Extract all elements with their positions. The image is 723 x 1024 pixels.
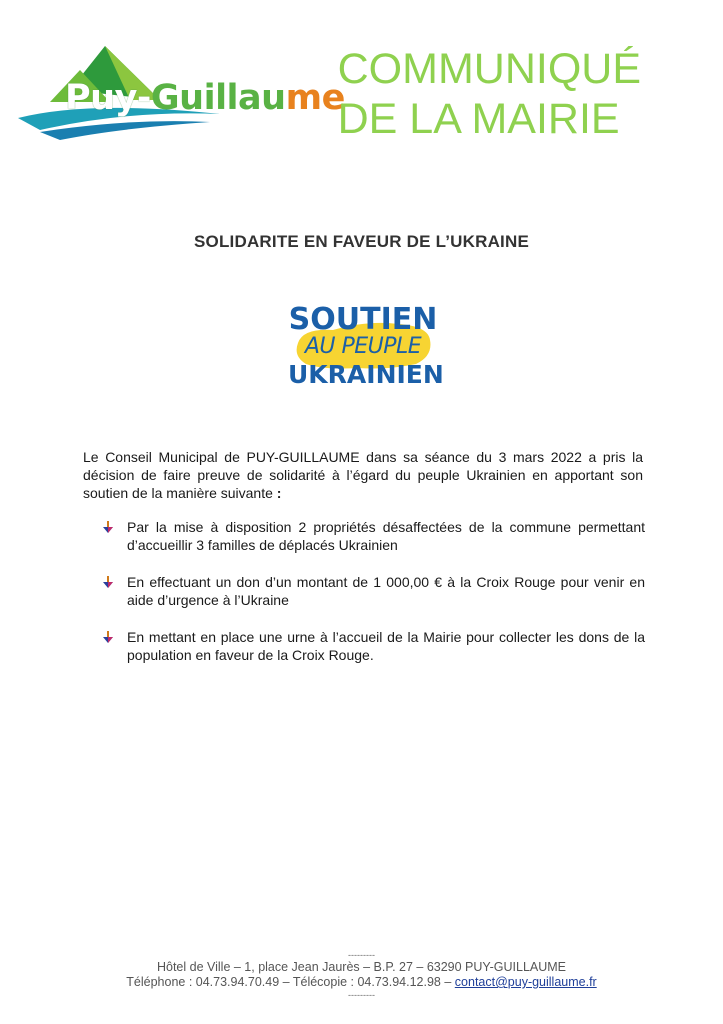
footer-email-link[interactable]: contact@puy-guillaume.fr bbox=[454, 975, 597, 989]
intro-paragraph bbox=[83, 448, 643, 502]
intro-text: Le Conseil Municipal de PUY-GUILLAUME dans sa séance du 3 mars 2022 a pris la décision de faire preuve de solidarité à l’égard du peuple Ukrainien en apportant son soutien de la manière suivante bbox=[83, 449, 643, 501]
footer-address: Hôtel de Ville – 1, place Jean Jaurès – B.P. 27 – 63290 PUY-GUILLAUME bbox=[156, 960, 567, 974]
logo-me: me bbox=[285, 78, 345, 118]
document-title: SOLIDARITE EN FAVEUR DE L’UKRAINE bbox=[194, 232, 529, 251]
arrow-bullet-icon bbox=[102, 631, 114, 643]
puy-guillaume-logo bbox=[10, 40, 345, 150]
logo-puy: Puy- bbox=[65, 78, 151, 118]
list-item-text: En effectuant un don d’un montant de 1 000,00 € à la Croix Rouge pour venir en aide d’urgence à l’Ukraine bbox=[127, 574, 645, 608]
footer-separator-bottom: --------- bbox=[348, 990, 375, 1000]
list-item bbox=[100, 573, 645, 609]
communique-title bbox=[338, 44, 641, 144]
soutien-badge bbox=[288, 298, 444, 398]
measures-list bbox=[100, 518, 645, 683]
list-item-text: Par la mise à disposition 2 propriétés désaffectées de la commune permettant d’accueillir 3 familles de déplacés Ukrainien bbox=[127, 519, 645, 553]
footer-phone: Téléphone : 04.73.94.70.49 – Télécopie : 04.73.94.12.98 – bbox=[126, 975, 455, 989]
soutien-line3: UKRAINIEN bbox=[288, 360, 444, 389]
footer-contact-line bbox=[0, 975, 723, 990]
communique-title-line2: DE LA MAIRIE bbox=[337, 95, 620, 143]
logo-wordmark bbox=[65, 78, 345, 118]
soutien-line2: AU PEUPLE bbox=[304, 334, 422, 359]
intro-colon: : bbox=[272, 485, 282, 501]
page-footer bbox=[0, 950, 723, 1000]
list-item-text: En mettant en place une urne à l’accueil de la Mairie pour collecter les dons de la population en faveur de la Croix Rouge. bbox=[127, 629, 645, 663]
list-item bbox=[100, 628, 645, 664]
communique-title-line1: COMMUNIQUÉ bbox=[337, 45, 641, 93]
arrow-bullet-icon bbox=[102, 521, 114, 533]
soutien-line1: SOUTIEN bbox=[288, 302, 438, 337]
arrow-bullet-icon bbox=[102, 576, 114, 588]
footer-separator-top: --------- bbox=[348, 950, 375, 960]
logo-guillau: Guillau bbox=[150, 78, 286, 118]
list-item bbox=[100, 518, 645, 554]
